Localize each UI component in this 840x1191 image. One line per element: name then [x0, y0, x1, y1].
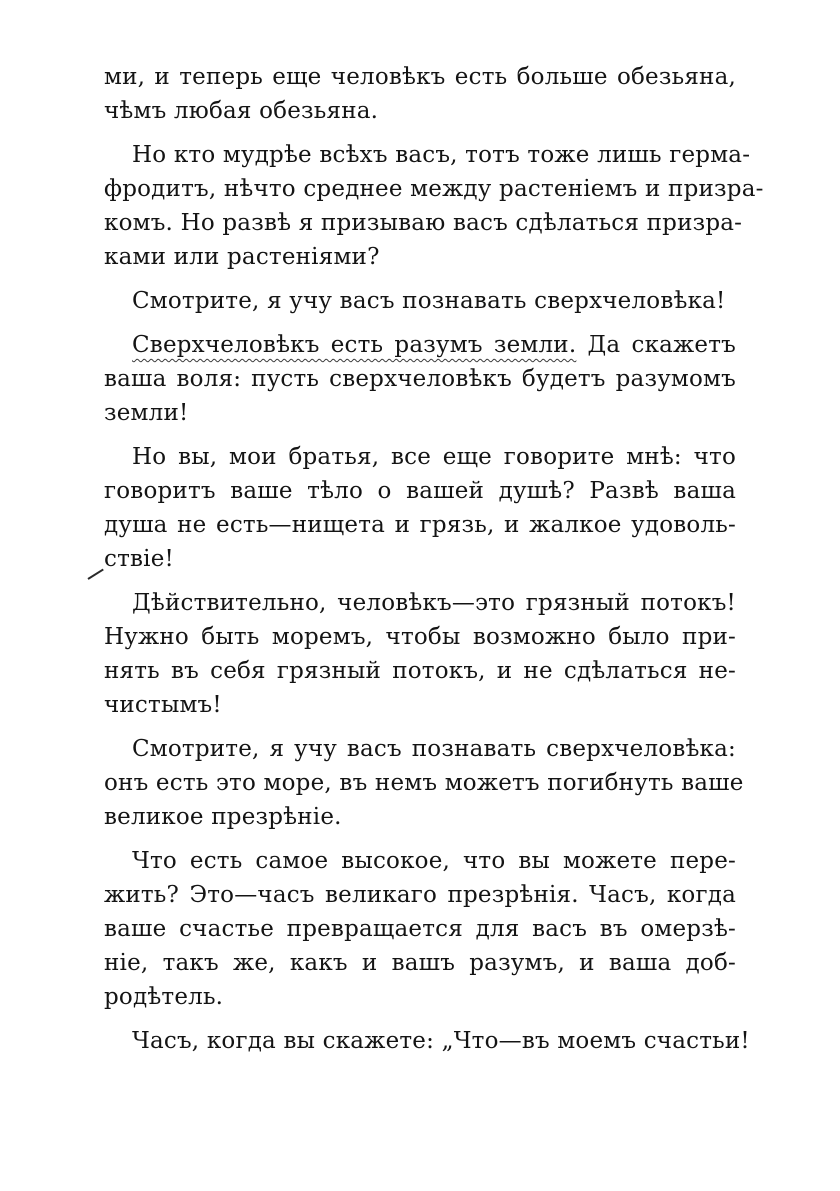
paragraph — [104, 1024, 750, 1058]
text-line: Но кто мудрѣе всѣхъ васъ, тотъ тоже лишь герма- — [132, 142, 751, 168]
paragraph — [104, 284, 736, 318]
text-line: Смотрите, я учу васъ познавать сверхчеловѣка: — [132, 736, 736, 762]
text-line: душа не есть—нищета и грязь, и жалкое удоволь- — [104, 512, 736, 538]
paragraph — [104, 844, 736, 1014]
text-line: Что есть самое высокое, что вы можете пере- — [132, 848, 736, 874]
paragraph — [104, 586, 736, 722]
text-line: ніе, такъ же, какъ и вашъ разумъ, и ваша доб- — [104, 950, 736, 976]
pencil-margin-mark — [87, 569, 103, 580]
text-line: чѣмъ любая обезьяна. — [104, 98, 379, 124]
text-line: Смотрите, я учу васъ познавать сверхчеловѣка! — [132, 288, 726, 314]
paragraph — [104, 328, 736, 430]
text-line: чистымъ! — [104, 692, 222, 718]
text-line: ками или растеніями? — [104, 244, 380, 270]
text-line: онъ есть это море, въ немъ можетъ погибнуть ваше — [104, 770, 744, 796]
text-line: фродитъ, нѣчто среднее между растеніемъ и призра- — [104, 176, 764, 202]
text-line: Часъ, когда вы скажете: „Что—въ моемъ счастьи! — [132, 1028, 750, 1054]
paragraph — [104, 732, 744, 834]
paragraph — [104, 138, 764, 274]
text-line: Но вы, мои братья, все еще говорите мнѣ: что — [132, 444, 736, 470]
text-line: Дѣйствительно, человѣкъ—это грязный потокъ! — [132, 590, 736, 616]
text-line: Нужно быть моремъ, чтобы возможно было при- — [104, 624, 736, 650]
underlined-phrase: Сверхчеловѣкъ есть разумъ земли. — [132, 332, 577, 358]
text-line: комъ. Но развѣ я призываю васъ сдѣлаться призра- — [104, 210, 743, 236]
text-line: ми, и теперь еще человѣкъ есть больше обезьяна, — [104, 64, 736, 90]
text-line: ваше счастье превращается для васъ въ омерзѣ- — [104, 916, 736, 942]
text-line: земли! — [104, 400, 189, 426]
text-line: родѣтель. — [104, 984, 224, 1010]
text-line: нять въ себя грязный потокъ, и не сдѣлаться не- — [104, 658, 736, 684]
text-line: великое презрѣніе. — [104, 804, 342, 830]
text-line: ваша воля: пусть сверхчеловѣкъ будетъ разумомъ — [104, 366, 736, 392]
text-line: жить? Это—часъ великаго презрѣнія. Часъ, когда — [104, 882, 736, 908]
text-fragment: Да скажетъ — [576, 332, 736, 358]
text-line: говоритъ ваше тѣло о вашей душѣ? Развѣ ваша — [104, 478, 736, 504]
paragraph — [104, 60, 736, 128]
text-line: ствіе! — [104, 546, 174, 572]
page-text — [104, 60, 764, 1058]
text-line — [104, 328, 736, 362]
paragraph — [104, 440, 736, 576]
